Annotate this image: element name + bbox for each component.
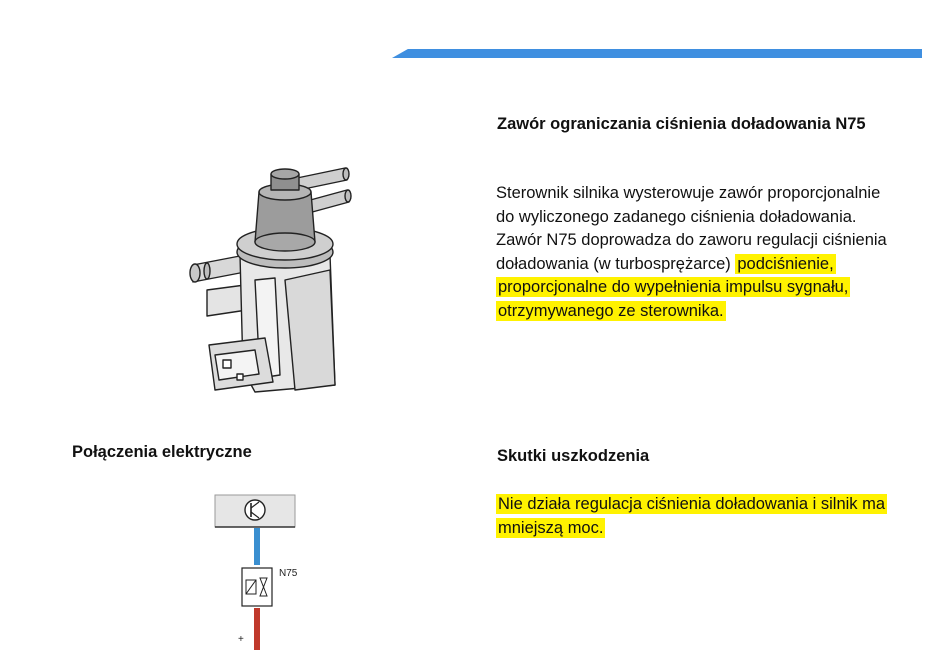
failure-highlight: Nie działa regulacja ciśnienia doładowania i silnik ma mniejszą moc. xyxy=(498,495,886,537)
failure-text xyxy=(496,493,916,540)
solenoid-valve-illustration xyxy=(185,160,355,400)
failure-heading: Skutki uszkodzenia xyxy=(497,447,650,465)
description-highlight: podciśnienie, proporcjonalne do wypełnienia impulsu sygnału, otrzymywanego ze sterownika. xyxy=(498,254,849,320)
component-label: N75 xyxy=(279,568,298,579)
component-description xyxy=(496,182,896,324)
electrical-heading: Połączenia elektryczne xyxy=(72,443,252,461)
transistor-symbol-icon xyxy=(245,500,265,520)
component-title: Zawór ograniczania ciśnienia doładowania N75 xyxy=(497,115,866,133)
accent-bar xyxy=(392,49,922,58)
terminal-label: + xyxy=(238,634,244,645)
description-plain: Sterownik silnika wysterowuje zawór proporcjonalnie do wyliczonego zadanego ciśnienia doładowania. Zawór N75 doprowadza do zaworu regulacji ciśnienia doładowania (w turbosprężarce) xyxy=(496,184,887,273)
